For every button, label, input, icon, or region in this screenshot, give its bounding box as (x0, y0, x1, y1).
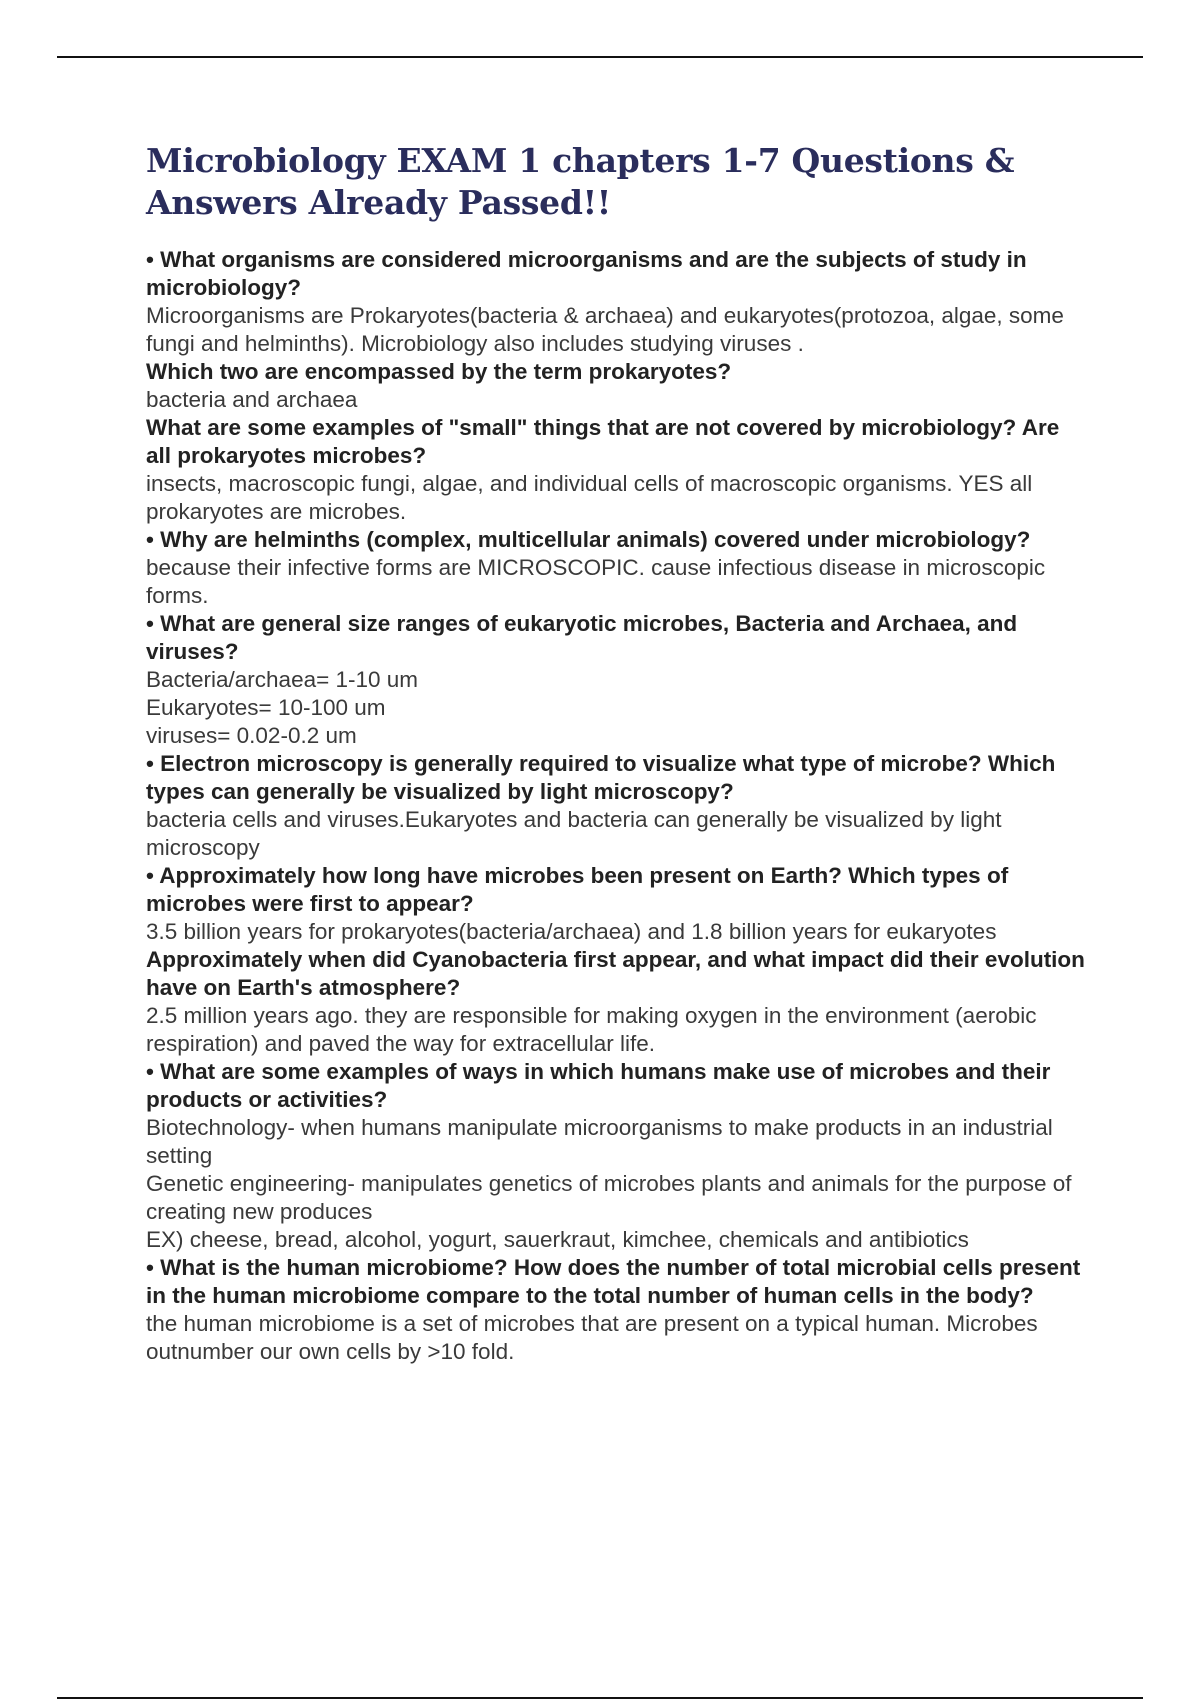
answer: Genetic engineering- manipulates genetics of microbes plants and animals for the purpose of creating new produces (146, 1171, 1072, 1224)
question: • Approximately how long have microbes been present on Earth? Which types of microbes were first to appear? (146, 863, 1009, 916)
question: Which two are encompassed by the term prokaryotes? (146, 359, 732, 384)
qa-item (146, 610, 1086, 750)
qa-item (146, 946, 1086, 1058)
qa-item (146, 358, 1086, 414)
question: • Electron microscopy is generally required to visualize what type of microbe? Which types can generally be visualized by light microscopy? (146, 751, 1056, 804)
qa-item (146, 526, 1086, 610)
answer: viruses= 0.02-0.2 um (146, 723, 357, 748)
document-body (146, 140, 1086, 1366)
question: • What organisms are considered microorganisms and are the subjects of study in microbiology? (146, 247, 1027, 300)
answer: bacteria and archaea (146, 387, 358, 412)
answer: because their infective forms are MICROSCOPIC. cause infectious disease in microscopic forms. (146, 555, 1046, 608)
answer: 2.5 million years ago. they are responsible for making oxygen in the environment (aerobic respiration) and paved the way for extracellular life. (146, 1003, 1037, 1056)
qa-item (146, 414, 1086, 526)
qa-item (146, 862, 1086, 946)
answer: Bacteria/archaea= 1-10 um (146, 667, 419, 692)
qa-item (146, 750, 1086, 862)
answer: 3.5 billion years for prokaryotes(bacteria/archaea) and 1.8 billion years for eukaryotes (146, 919, 997, 944)
page-title: Microbiology EXAM 1 chapters 1-7 Questions & Answers Already Passed!! (146, 141, 1015, 222)
answer: insects, macroscopic fungi, algae, and individual cells of macroscopic organisms. YES all prokaryotes are microbes. (146, 471, 1033, 524)
question: • What are some examples of ways in which humans make use of microbes and their products or activities? (146, 1059, 1051, 1112)
question: • Why are helminths (complex, multicellular animals) covered under microbiology? (146, 527, 1031, 552)
answer: EX) cheese, bread, alcohol, yogurt, sauerkraut, kimchee, chemicals and antibiotics (146, 1227, 969, 1252)
question: • What are general size ranges of eukaryotic microbes, Bacteria and Archaea, and viruses? (146, 611, 1018, 664)
question: What are some examples of "small" things that are not covered by microbiology? Are all prokaryotes microbes? (146, 415, 1060, 468)
answer: Eukaryotes= 10-100 um (146, 695, 386, 720)
answer: the human microbiome is a set of microbes that are present on a typical human. Microbes outnumber our own cells by >10 fold. (146, 1311, 1038, 1364)
answer: Microorganisms are Prokaryotes(bacteria & archaea) and eukaryotes(protozoa, algae, some fungi and helminths). Microbiology also includes studying viruses . (146, 303, 1064, 356)
qa-item (146, 1254, 1086, 1366)
question: • What is the human microbiome? How does the number of total microbial cells present in the human microbiome compare to the total number of human cells in the body? (146, 1255, 1081, 1308)
answer: Biotechnology- when humans manipulate microorganisms to make products in an industrial setting (146, 1115, 1053, 1168)
top-rule (57, 56, 1143, 58)
qa-item (146, 1058, 1086, 1254)
answer: bacteria cells and viruses.Eukaryotes and bacteria can generally be visualized by light microscopy (146, 807, 1002, 860)
bottom-rule (57, 1697, 1143, 1699)
question: Approximately when did Cyanobacteria first appear, and what impact did their evolution have on Earth's atmosphere? (146, 947, 1085, 1000)
qa-item (146, 246, 1086, 358)
